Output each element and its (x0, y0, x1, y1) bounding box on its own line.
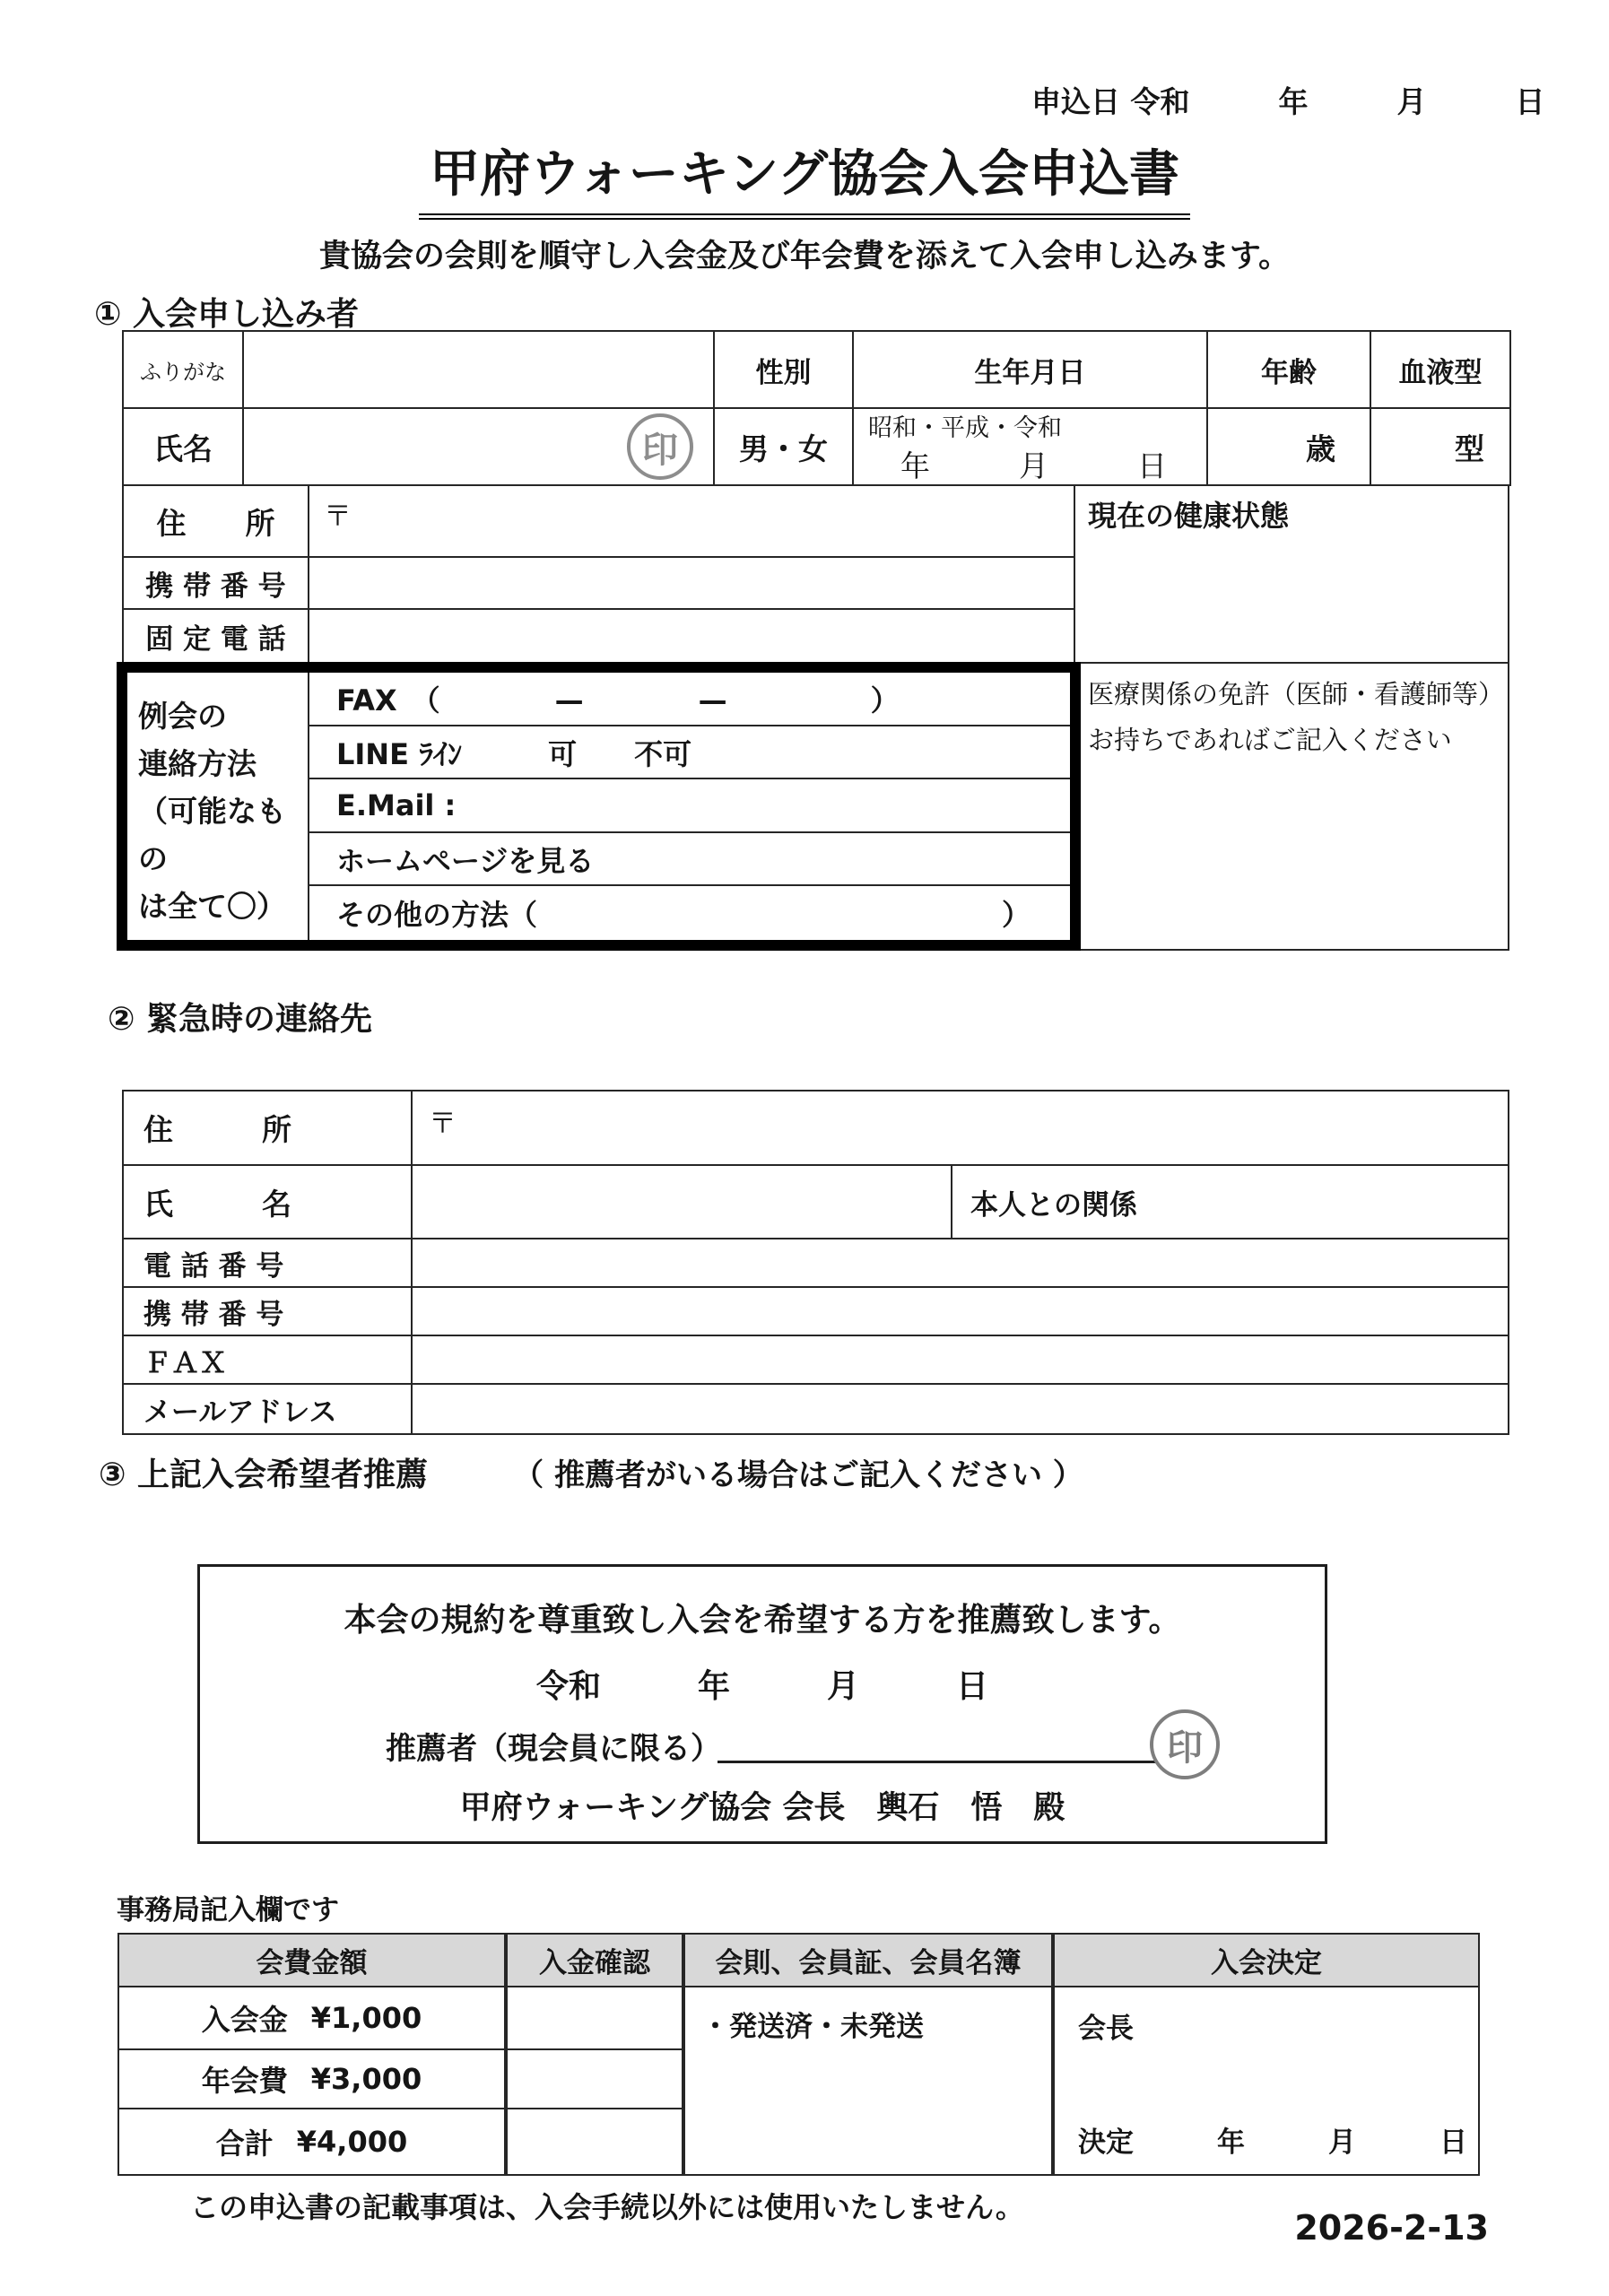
fee-row-total (117, 2108, 506, 2176)
s2-phone-field (411, 1238, 1509, 1288)
subtitle: 貴協会の会則を順守し入会金及び年会費を添えて入会申し込みます。 (318, 239, 1291, 274)
fee-amount: ¥4,000 (296, 2125, 408, 2159)
s2-address-label: 住 所 (122, 1090, 413, 1166)
contact-method-label-line: 連絡方法 (138, 746, 257, 781)
shipping-status-cell: ・発送済・未発送 (683, 1986, 1053, 2176)
medical-license-line1: 医療関係の免許（医師・看護師等） (1088, 679, 1505, 709)
fee-label: 入会金 (201, 2003, 288, 2037)
furigana-field (242, 330, 715, 409)
fee-amount: ¥1,000 (310, 2001, 422, 2035)
seal-icon: 印 (1150, 1709, 1220, 1779)
decision-cell (1053, 1986, 1480, 2176)
landline-field (308, 608, 1075, 664)
recommender-signature-line (718, 1727, 1157, 1763)
office-section-heading: 事務局記入欄です (117, 1894, 339, 1926)
contact-method-label-line: （可能なもの (138, 794, 286, 876)
section2-heading: ② 緊急時の連絡先 (108, 1001, 373, 1038)
address-label: 住 所 (122, 484, 309, 558)
contact-method-label-line: 例会の (138, 699, 227, 734)
s2-name-label: 氏 名 (122, 1164, 413, 1239)
furigana-label: ふりがな (122, 330, 244, 409)
section3-heading: ③ 上記入会希望者推薦 (99, 1457, 429, 1493)
contact-row-other-paren: ） (1001, 898, 1031, 932)
title-wrap (0, 135, 1609, 220)
contact-row-other (309, 886, 1070, 940)
address-field: 〒 (308, 484, 1075, 558)
blood-type-header: 血液型 (1370, 330, 1511, 409)
office-header-materials: 会則、会員証、会員名簿 (683, 1933, 1053, 1987)
section3-heading-note: （ 推薦者がいる場合はご記入ください ） (513, 1457, 1083, 1493)
s2-relation-label: 本人との関係 (951, 1164, 1509, 1239)
mobile-number-field (308, 556, 1075, 610)
fee-label: 年会費 (201, 2064, 288, 2098)
recommendation-date-line: 令和 年 月 日 (535, 1668, 988, 1705)
office-header-decision: 入会決定 (1053, 1933, 1480, 1987)
contact-row-email: E.Mail : (309, 779, 1070, 833)
contact-row-homepage: ホームページを見る (309, 833, 1070, 886)
birthdate-field (852, 407, 1208, 486)
contact-row-fax: FAX （ — — ） (309, 673, 1070, 726)
payment-check-cell (506, 2108, 683, 2176)
recommendation-pledge: 本会の規約を尊重致し入会を希望する方を推薦致します。 (344, 1602, 1181, 1639)
mobile-number-label: 携 帯 番 号 (122, 556, 309, 610)
s2-name-field (411, 1164, 952, 1239)
fee-amount: ¥3,000 (310, 2062, 422, 2096)
seal-icon: 印 (627, 413, 693, 480)
chairman-label: 会長 (1078, 2013, 1134, 2045)
medical-license-cell (1074, 662, 1509, 951)
age-header: 年齢 (1206, 330, 1371, 409)
recommendation-addressee: 甲府ウォーキング協会 会長 輿石 悟 殿 (459, 1790, 1065, 1826)
section3-heading-row (99, 1449, 1083, 1495)
birthdate-header: 生年月日 (852, 330, 1208, 409)
decision-date-line: 決定 年 月 日 (1078, 2126, 1467, 2159)
payment-check-cell (506, 1986, 683, 2050)
page-title: 甲府ウォーキング協会入会申込書 (419, 135, 1190, 220)
health-status-cell: 現在の健康状態 (1074, 484, 1509, 664)
s2-fax-field (411, 1335, 1509, 1385)
gender-options: 男・女 (713, 407, 854, 486)
s2-address-field: 〒 (411, 1090, 1509, 1166)
office-header-fee: 会費金額 (117, 1933, 506, 1987)
landline-label: 固 定 電 話 (122, 608, 309, 664)
era-options: 昭和・平成・令和 (868, 414, 1062, 442)
s2-phone-label: 電 話 番 号 (122, 1238, 413, 1288)
gender-header: 性別 (713, 330, 854, 409)
payment-check-cell (506, 2048, 683, 2109)
blood-type-field: 型 (1370, 407, 1511, 486)
fee-label: 合計 (215, 2126, 274, 2161)
s2-mobile-label: 携 帯 番 号 (122, 1286, 413, 1336)
s2-email-field (411, 1383, 1509, 1435)
office-header-payment: 入金確認 (506, 1933, 683, 1987)
fee-row-admission (117, 1986, 506, 2050)
age-field: 歳 (1206, 407, 1371, 486)
s2-fax-label: ＦＡＸ (122, 1335, 413, 1385)
application-date-line: 申込日 令和 年 月 日 (1031, 84, 1545, 119)
contact-row-line: LINE ﾗｲﾝ 可 不可 (309, 726, 1070, 779)
birthdate-blanks: 年 月 日 (900, 448, 1167, 483)
name-label: 氏名 (122, 407, 244, 486)
privacy-note: この申込書の記載事項は、入会手続以外には使用いたしません。 (190, 2190, 1024, 2224)
document-date: 2026-2-13 (1294, 2208, 1489, 2248)
s2-email-label: メールアドレス (122, 1383, 413, 1435)
contact-row-other-label: その他の方法（ (336, 898, 538, 932)
s2-mobile-field (411, 1286, 1509, 1336)
fee-row-annual (117, 2048, 506, 2109)
name-field (242, 407, 715, 486)
recommender-label: 推薦者（現会員に限る） (386, 1731, 721, 1767)
contact-method-label (127, 673, 309, 940)
contact-method-label-line: は全て〇） (138, 889, 286, 924)
section1-heading: ① 入会申し込み者 (94, 296, 360, 333)
medical-license-line2: お持ちであればご記入ください (1088, 725, 1452, 755)
